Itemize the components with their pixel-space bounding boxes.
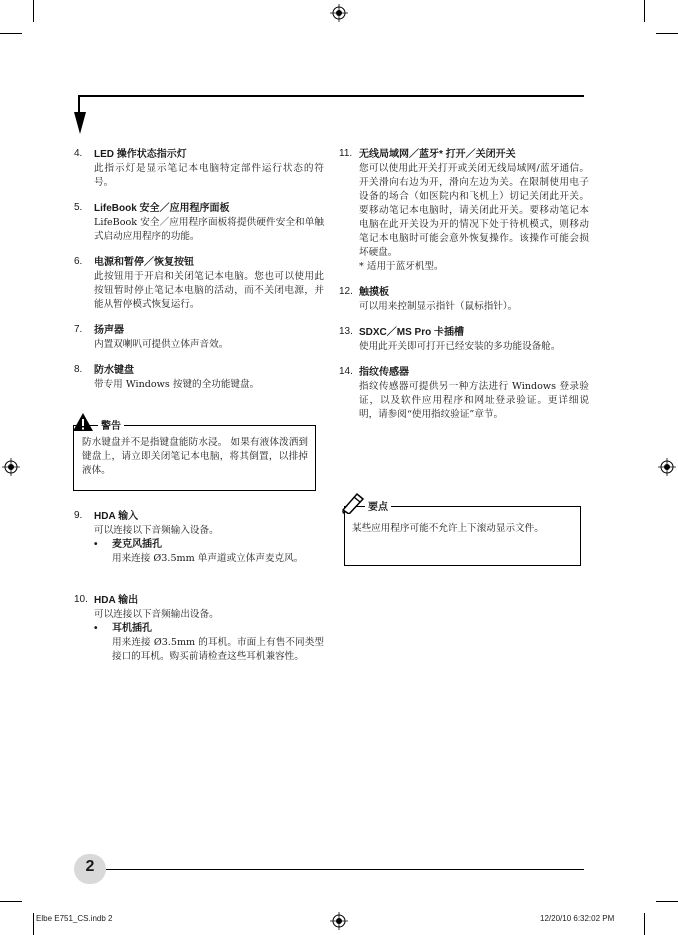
pencil-note-icon (339, 492, 365, 514)
item-body: 使用此开关即可打开已经安装的多功能设备舱。 (359, 341, 561, 352)
crop-mark-right-top (656, 33, 678, 34)
item-body: 内置双喇叭可提供立体声音效。 (94, 339, 229, 350)
warning-text: 防水键盘并不是指键盘能防水浸。 如果有液体泼洒到键盘上，请立即关闭笔记本电脑，将其倒置，以排掉液体。 (82, 437, 308, 476)
item-title: HDA 输出 (94, 595, 139, 606)
item-body: 您可以使用此开关打开或关闭无线局域网/蓝牙通信。开关滑向右边为开，滑向左边为关。在限制使用电子设备的场合（如医院内和飞机上）切记关闭此开关。要移动笔记本电脑时，请关闭此开关。要移动笔记本电脑在此开关设为开的情况下处于待机模式，则移动笔记本电脑时可能会意外恢复操作。该操作可能会损坏硬盘。 (359, 163, 589, 258)
item-title: HDA 输入 (94, 511, 139, 522)
item-title: LifeBook 安全／应用程序面板 (94, 203, 230, 214)
item-5 (74, 202, 324, 244)
footer-rule (106, 869, 584, 870)
item-note: * 适用于蓝牙机型。 (359, 261, 444, 272)
item-number: 9. (74, 510, 83, 521)
item-body: 可以连接以下音频输入设备。 (94, 525, 219, 536)
bullet-title (74, 538, 324, 552)
item-number: 7. (74, 324, 83, 335)
left-column (74, 148, 324, 392)
item-number: 10. (74, 594, 88, 605)
warning-title: 警告 (98, 417, 124, 432)
item-number: 4. (74, 148, 83, 159)
registration-mark-left-icon (2, 458, 20, 476)
header-corner (78, 95, 80, 113)
item-body: 此指示灯是显示笔记本电脑特定部件运行状态的符号。 (94, 163, 324, 188)
header-rule (78, 95, 584, 97)
item-number: 11. (339, 148, 353, 159)
item-number: 12. (339, 286, 353, 297)
item-number: 6. (74, 256, 83, 267)
bullet-body: 用来连接 Ø3.5mm 单声道或立体声麦克风。 (112, 553, 304, 564)
important-title: 要点 (365, 498, 391, 513)
item-body: 指纹传感器可提供另一种方法进行 Windows 登录验证，以及软件应用程序和网址登录验证。更详细说明，请参阅“使用指纹验证”章节。 (359, 381, 589, 420)
item-6 (74, 256, 324, 312)
item-title: 扬声器 (94, 325, 124, 336)
item-body: 带专用 Windows 按键的全功能键盘。 (94, 379, 260, 390)
bullet-body: 用来连接 Ø3.5mm 的耳机。市面上有售不同类型接口的耳机。购买前请检查这些耳机兼容性。 (112, 637, 324, 662)
page-number: 2 (85, 858, 95, 875)
hda-output-section (74, 594, 324, 664)
item-title: 指纹传感器 (359, 367, 409, 378)
hda-input-section (74, 510, 324, 566)
item-body: 此按钮用于开启和关闭笔记本电脑。您也可以使用此按钮暂时停止笔记本电脑的活动，而不关闭电源，并能从暂停模式恢复运行。 (94, 271, 324, 310)
item-8 (74, 364, 324, 392)
item-title: 防水键盘 (94, 365, 134, 376)
item-title: 电源和暂停／恢复按钮 (94, 257, 194, 268)
crop-mark-bottom-left (33, 913, 34, 935)
header-flag (74, 112, 86, 134)
item-title: 无线局域网／蓝牙* 打开／关闭开关 (359, 149, 516, 160)
crop-mark-top-left (33, 0, 34, 22)
bullet-title (74, 622, 324, 636)
registration-mark-right-icon (658, 458, 676, 476)
bullet-title-text: 麦克风插孔 (112, 539, 162, 550)
registration-mark-bottom-icon (330, 912, 348, 930)
item-title: LED 操作状态指示灯 (94, 149, 187, 160)
item-number: 5. (74, 202, 83, 213)
crop-mark-bottom-right (644, 913, 645, 935)
item-body: 可以用来控制显示指针（鼠标指针）。 (359, 301, 518, 312)
item-12 (339, 286, 589, 314)
item-4 (74, 148, 324, 190)
bullet-dot-icon: • (94, 539, 98, 550)
crop-mark-left-top (0, 33, 22, 34)
important-box (344, 506, 581, 566)
crop-mark-left-bottom (0, 901, 22, 902)
footer-filename: Elbe E751_CS.indb 2 (36, 914, 113, 923)
item-7 (74, 324, 324, 352)
item-number: 13. (339, 326, 353, 337)
bullet-title-text: 耳机插孔 (112, 623, 152, 634)
item-title: SDXC／MS Pro 卡插槽 (359, 327, 465, 338)
crop-mark-right-bottom (656, 901, 678, 902)
bullet-dot-icon: • (94, 623, 98, 634)
warning-icon (72, 412, 94, 432)
item-number: 14. (339, 366, 353, 377)
right-column (339, 148, 589, 422)
item-number: 8. (74, 364, 83, 375)
item-body: LifeBook 安全／应用程序面板将提供硬件安全和单触式启动应用程序的功能。 (94, 217, 324, 242)
crop-mark-top-right (644, 0, 645, 22)
item-14 (339, 366, 589, 422)
item-11 (339, 148, 589, 274)
item-title: 触摸板 (359, 287, 389, 298)
registration-mark-top-icon (330, 4, 348, 22)
item-body: 可以连接以下音频输出设备。 (94, 609, 219, 620)
item-13 (339, 326, 589, 354)
important-text: 某些应用程序可能不允许上下滚动显示文件。 (352, 523, 544, 534)
footer-timestamp: 12/20/10 6:32:02 PM (540, 914, 615, 923)
